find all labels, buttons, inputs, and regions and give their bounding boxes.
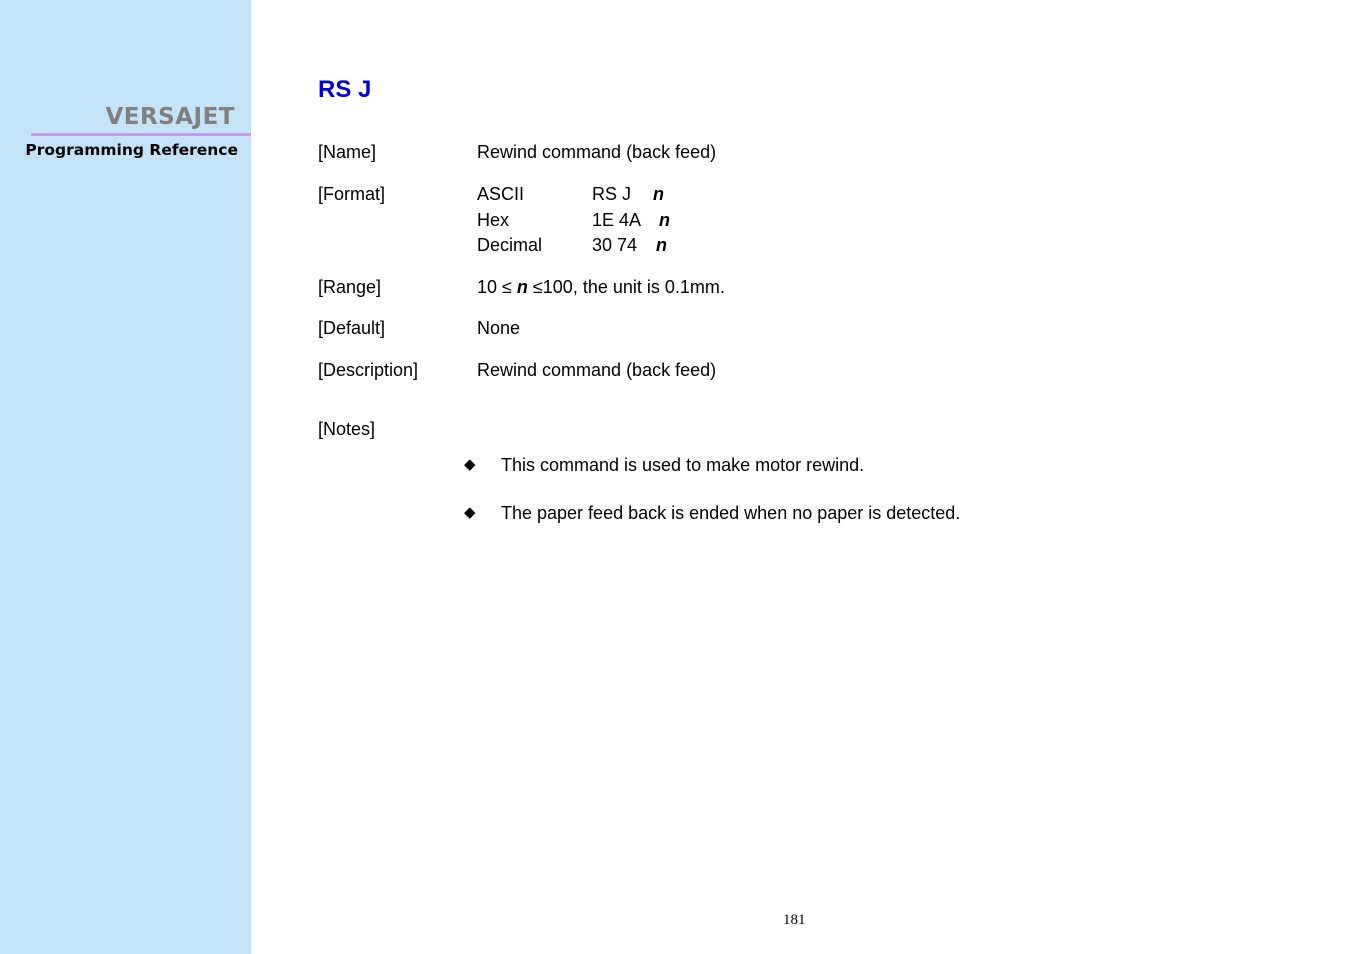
page-number: 181 <box>783 912 806 928</box>
format-label: [Format] <box>318 184 386 204</box>
format-param-decimal: n <box>656 235 668 255</box>
note-item: This command is used to make motor rewind. <box>501 455 865 475</box>
format-kind-hex: Hex <box>477 210 510 230</box>
format-kind-decimal: Decimal <box>477 235 543 255</box>
description-value: Rewind command (back feed) <box>477 360 717 380</box>
format-code-ascii <box>592 183 664 205</box>
diamond-bullet-icon: ◆ <box>464 504 476 521</box>
format-param-hex: n <box>659 210 671 230</box>
format-code-decimal <box>592 234 667 256</box>
brand-subtitle: Programming Reference <box>25 141 238 159</box>
brand-logo: VERSAJET <box>105 104 235 130</box>
range-param: n <box>516 277 528 297</box>
format-kind-ascii: ASCII <box>477 184 525 204</box>
default-label: [Default] <box>318 318 386 338</box>
page-title: RS J <box>318 76 372 103</box>
note-item: The paper feed back is ended when no paper is detected. <box>501 503 961 523</box>
format-code-hex <box>592 209 670 231</box>
diamond-bullet-icon: ◆ <box>464 456 476 473</box>
name-value: Rewind command (back feed) <box>477 142 717 162</box>
format-code-ascii-text: RS J <box>592 184 632 204</box>
format-code-hex-text: 1E 4A <box>592 210 642 230</box>
description-label: [Description] <box>318 360 419 380</box>
notes-label: [Notes] <box>318 419 376 439</box>
range-prefix: 10 ≤ <box>477 277 517 297</box>
sidebar <box>0 0 251 954</box>
default-value: None <box>477 318 521 338</box>
range-label: [Range] <box>318 277 382 297</box>
range-suffix: ≤100, the unit is 0.1mm. <box>527 277 725 297</box>
name-label: [Name] <box>318 142 377 162</box>
brand-divider <box>31 133 251 136</box>
format-param-ascii: n <box>653 184 665 204</box>
format-code-decimal-text: 30 74 <box>592 235 638 255</box>
range-value <box>477 276 725 298</box>
